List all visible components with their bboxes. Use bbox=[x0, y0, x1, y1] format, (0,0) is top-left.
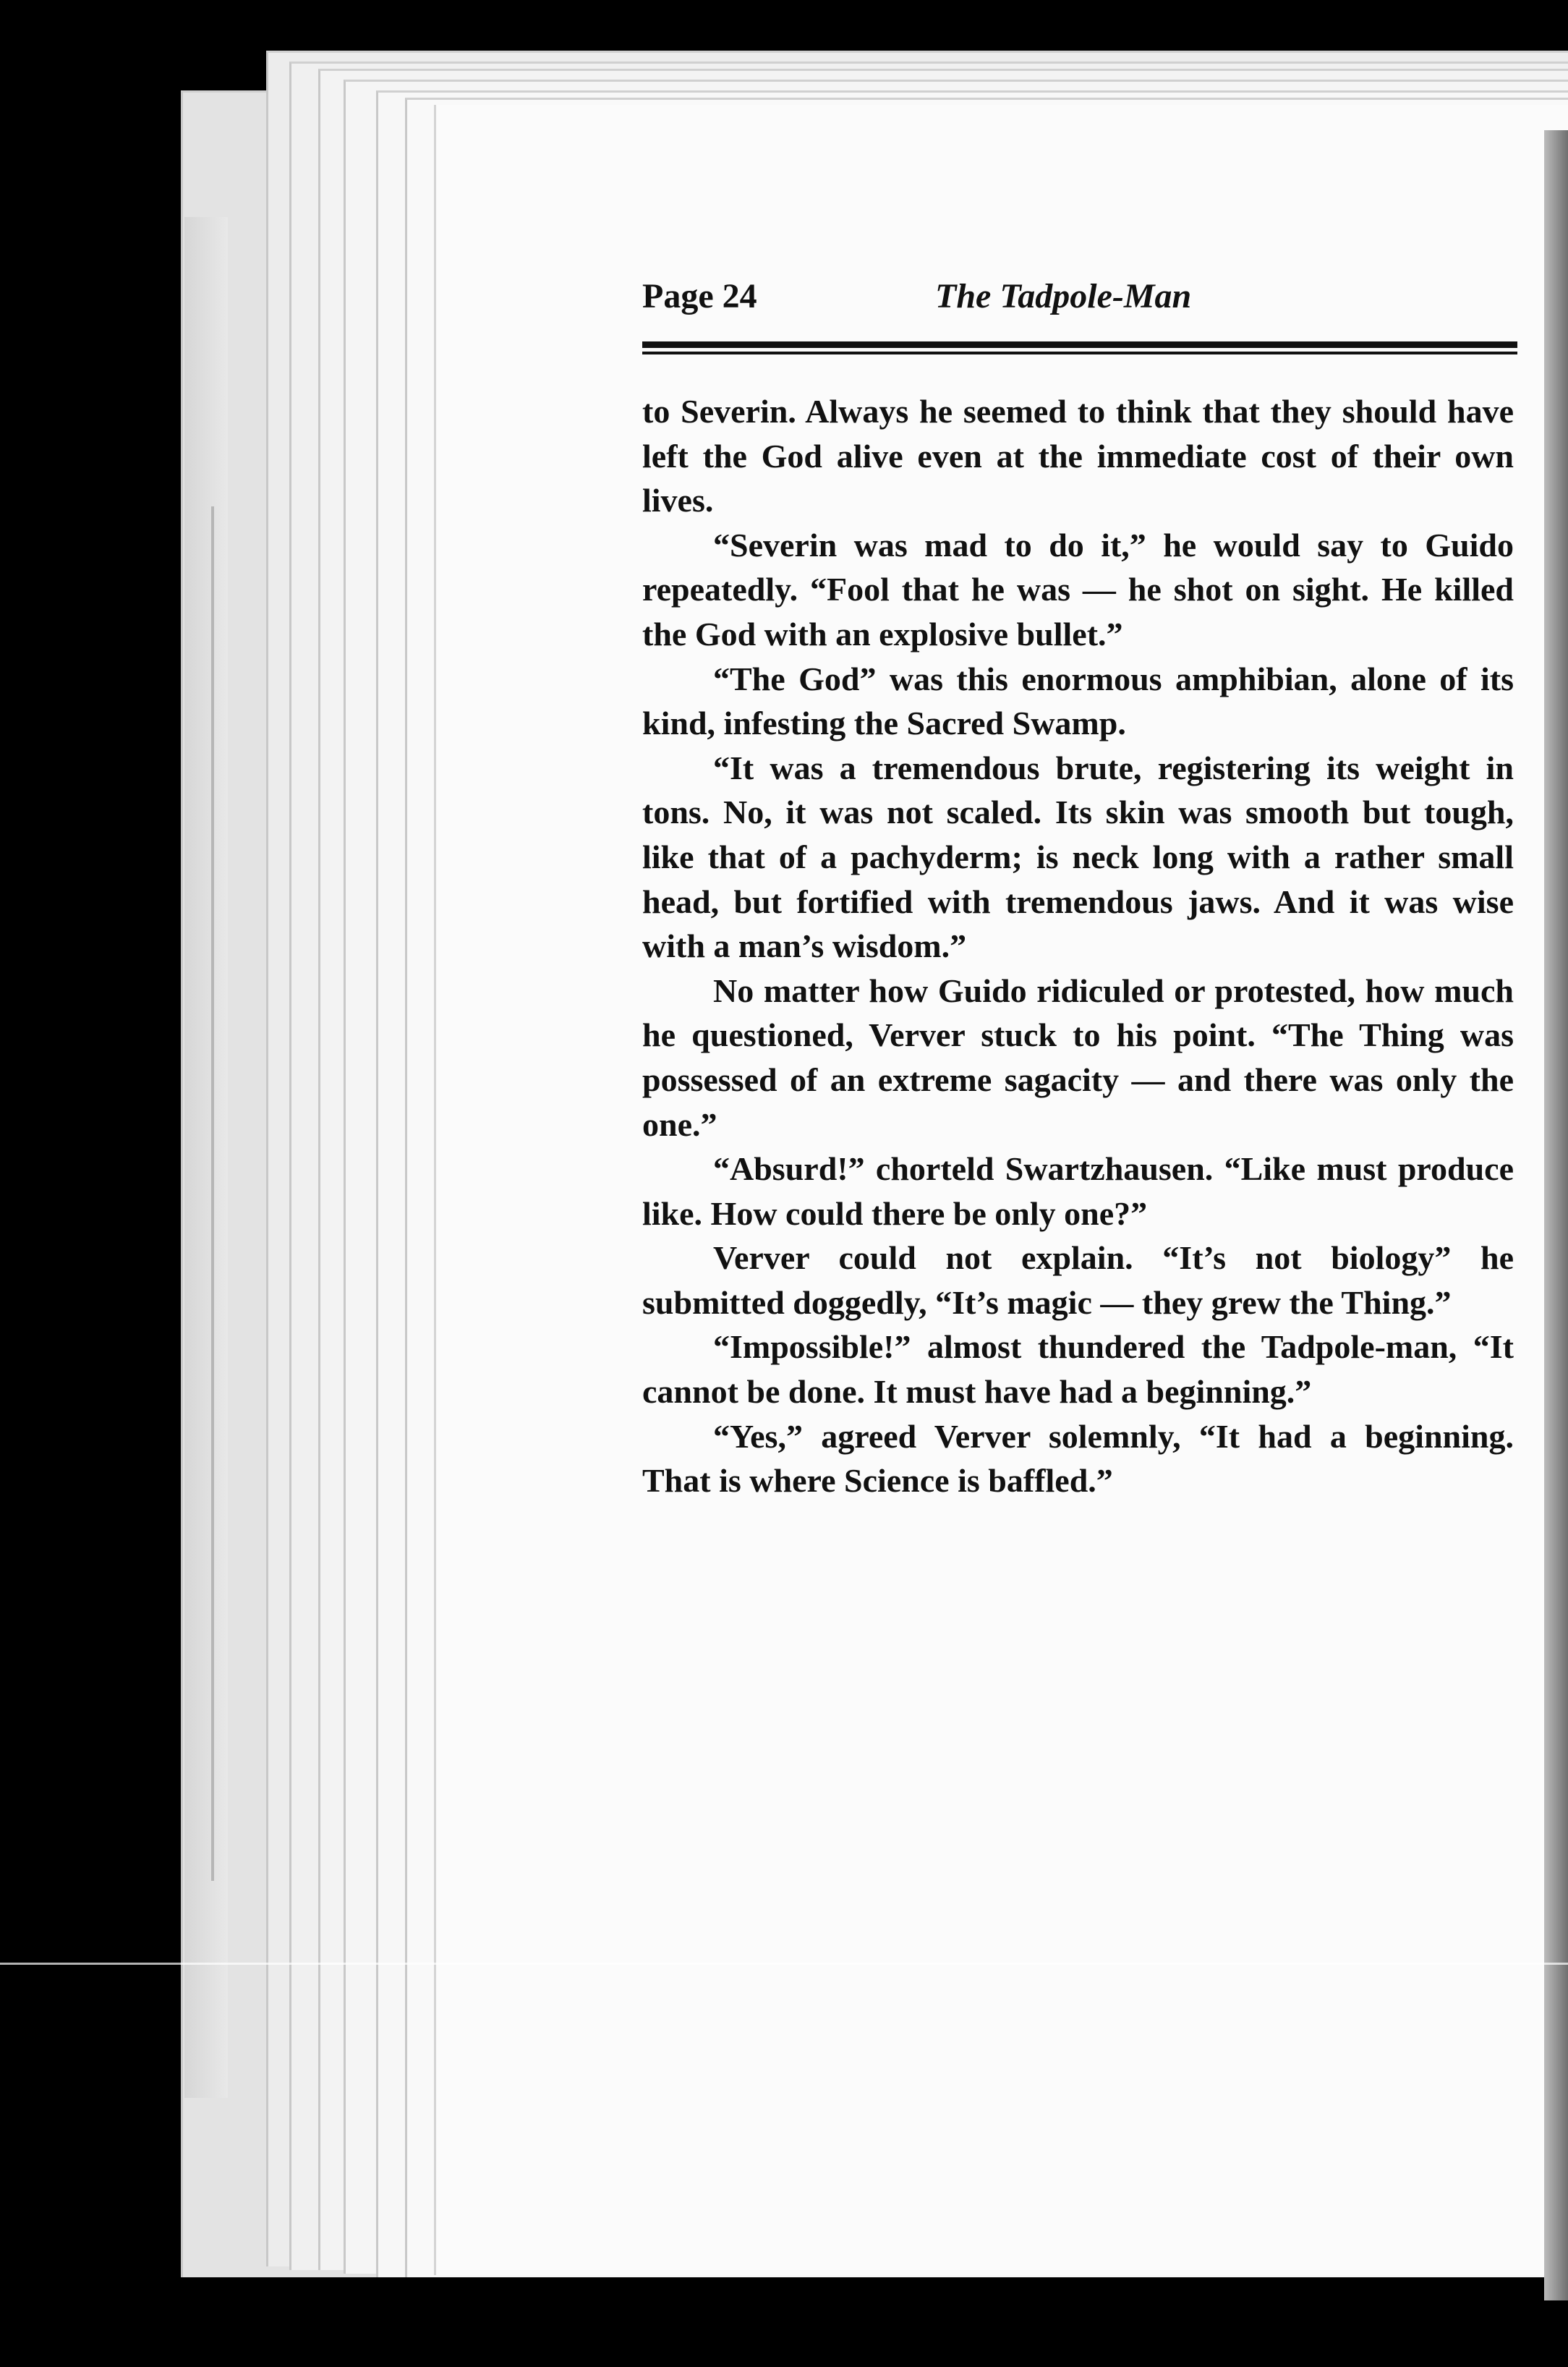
paragraph: “Absurd!” chorteld Swartzhausen. “Like must produce like. How could there be only one?” bbox=[642, 1150, 1514, 1232]
page-edge-shadow bbox=[184, 217, 228, 2098]
page-body bbox=[642, 389, 1514, 1503]
page-spine-shadow bbox=[1544, 130, 1568, 2300]
paragraph: “It was a tremendous brute, registering its weight in tons. No, it was not scaled. Its skin was smooth but tough, like that of a pachyderm; is neck long with a rather small head, but fortified with tremendous jaws. And it was wise with a man’s wisdom.” bbox=[642, 749, 1514, 965]
paragraph: “Severin was mad to do it,” he would say to Guido repeatedly. “Fool that he was — he shot on sight. He killed the God with an explosive bullet.” bbox=[642, 526, 1514, 653]
running-header bbox=[642, 276, 1517, 327]
paragraph: to Severin. Always he seemed to think that they should have left the God alive even at the immediate cost of their own lives. bbox=[642, 393, 1514, 519]
paragraph: “The God” was this enormous amphibian, alone of its kind, infesting the Sacred Swamp. bbox=[642, 660, 1514, 742]
paragraph: No matter how Guido ridiculed or protested, how much he questioned, Verver stuck to his point. “The Thing was possessed of an extreme sagacity — and there was only the one.” bbox=[642, 972, 1514, 1143]
header-rule-thin bbox=[642, 352, 1517, 354]
header-rule-thick bbox=[642, 341, 1517, 348]
paragraph: Verver could not explain. “It’s not biology” he submitted doggedly, “It’s magic — they grew the Thing.” bbox=[642, 1239, 1514, 1321]
paragraph: “Impossible!” almost thundered the Tadpole-man, “It cannot be done. It must have had a beginning.” bbox=[642, 1328, 1514, 1411]
scan-scratch bbox=[211, 506, 214, 1881]
paragraph: “Yes,” agreed Verver solemnly, “It had a beginning. That is where Science is baffled.” bbox=[642, 1417, 1514, 1500]
scan-line-artifact bbox=[0, 1963, 1568, 1965]
running-title: The Tadpole-Man bbox=[935, 277, 1192, 315]
page-number: Page 24 bbox=[642, 277, 757, 315]
